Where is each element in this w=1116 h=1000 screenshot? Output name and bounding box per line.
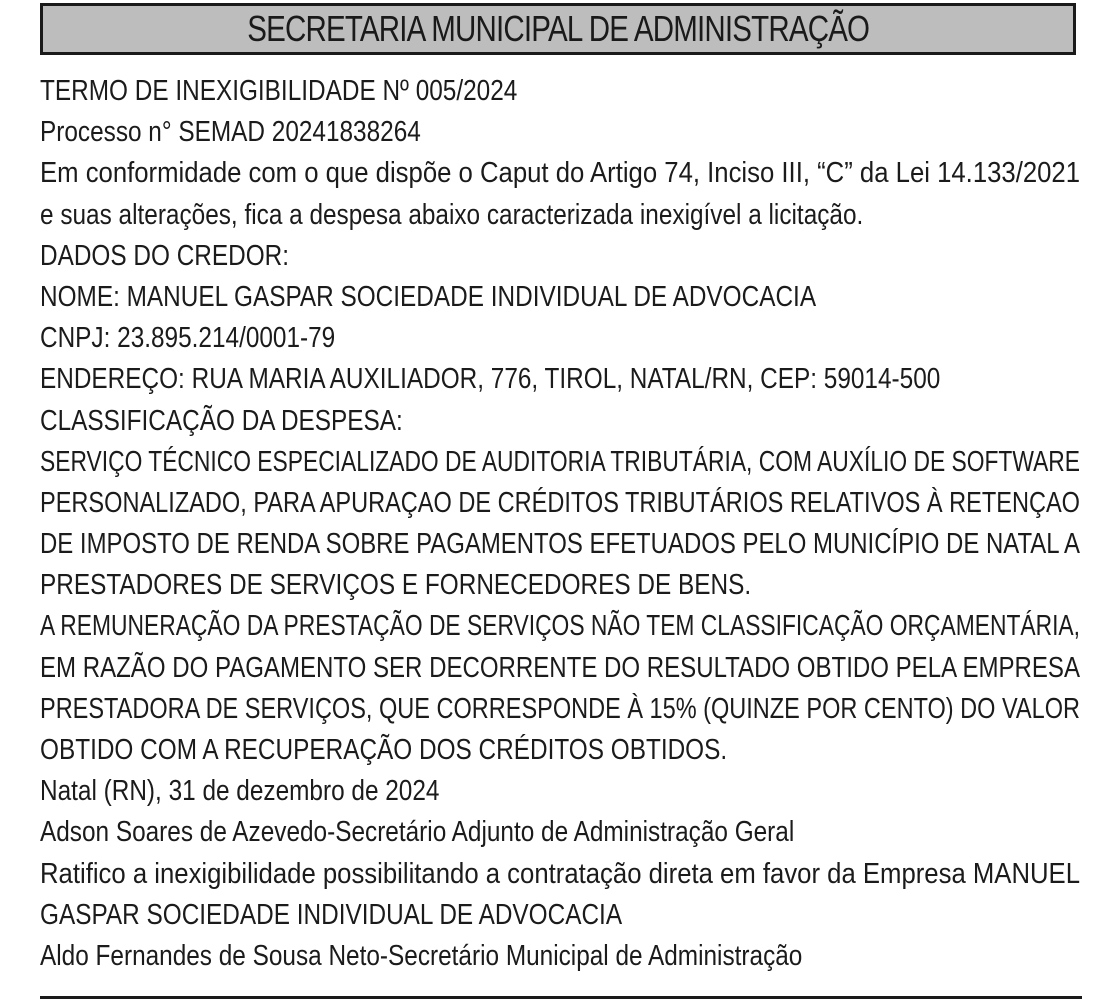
remuneration-text: A REMUNERAÇÃO DA PRESTAÇÃO DE SERVIÇOS NÃO TEM CLASSIFICAÇÃO ORÇAMENTÁRIA, (40, 610, 1080, 643)
remuneration-line-2 (40, 648, 1082, 689)
creditor-name-line (40, 277, 1082, 318)
legal-basis-text: Em conformidade com o que dispõe o Caput do Artigo 74, Inciso III, “C” da Lei 14.133/2021 (40, 157, 1080, 190)
remuneration-text: OBTIDO COM A RECUPERAÇÃO DOS CRÉDITOS OBTIDOS. (40, 734, 728, 766)
service-description-line-1 (40, 442, 1082, 483)
signatory-adjunct-line (40, 812, 1082, 853)
bottom-divider (40, 996, 1082, 999)
term-title-line (40, 71, 1082, 112)
ratification-text: GASPAR SOCIEDADE INDIVIDUAL DE ADVOCACIA (40, 898, 623, 931)
date-line (40, 771, 1082, 812)
service-description-line-3 (40, 524, 1082, 565)
document-body (40, 71, 1082, 977)
remuneration-text: EM RAZÃO DO PAGAMENTO SER DECORRENTE DO RESULTADO OBTIDO PELA EMPRESA (40, 651, 1080, 684)
service-description-text: SERVIÇO TÉCNICO ESPECIALIZADO DE AUDITORIA TRIBUTÁRIA, COM AUXÍLIO DE SOFTWARE (40, 445, 1080, 478)
section-title: SECRETARIA MUNICIPAL DE ADMINISTRAÇÃO (247, 8, 869, 49)
service-description-text: DE IMPOSTO DE RENDA SOBRE PAGAMENTOS EFETUADOS PELO MUNICÍPIO DE NATAL A (40, 528, 1080, 561)
ratification-line-2 (40, 895, 1082, 936)
creditor-address-line (40, 359, 1082, 400)
section-header (40, 3, 1076, 55)
legal-basis-line-2 (40, 195, 1082, 236)
creditor-name: NOME: MANUEL GASPAR SOCIEDADE INDIVIDUAL DE ADVOCACIA (40, 280, 817, 313)
creditor-cnpj-line (40, 318, 1082, 359)
document-date: Natal (RN), 31 de dezembro de 2024 (40, 775, 440, 808)
remuneration-text: PRESTADORA DE SERVIÇOS, QUE CORRESPONDE À 15% (QUINZE POR CENTO) DO VALOR (40, 692, 1080, 725)
process-number: Processo n° SEMAD 20241838264 (40, 116, 421, 149)
creditor-cnpj: CNPJ: 23.895.214/0001-79 (40, 322, 336, 355)
expense-heading: CLASSIFICAÇÃO DA DESPESA: (40, 404, 403, 437)
service-description-text: PRESTADORES DE SERVIÇOS E FORNECEDORES DE BENS. (40, 569, 752, 602)
signatory-adjunct: Adson Soares de Azevedo-Secretário Adjunto de Administração Geral (40, 816, 795, 849)
remuneration-line-4 (40, 730, 1082, 771)
expense-heading-line (40, 401, 1082, 442)
creditor-heading-line (40, 236, 1082, 277)
legal-basis-text: e suas alterações, fica a despesa abaixo caracterizada inexigível a licitação. (40, 198, 864, 231)
creditor-heading: DADOS DO CREDOR: (40, 239, 290, 272)
process-number-line (40, 112, 1082, 153)
signatory-secretary-line (40, 936, 1082, 977)
legal-basis-line-1 (40, 153, 1082, 194)
service-description-line-4 (40, 565, 1082, 606)
ratification-line-1 (40, 854, 1082, 895)
service-description-line-2 (40, 483, 1082, 524)
service-description-text: PERSONALIZADO, PARA APURAÇAO DE CRÉDITOS TRIBUTÁRIOS RELATIVOS À RETENÇAO (40, 486, 1080, 519)
remuneration-line-1 (40, 606, 1082, 647)
creditor-address: ENDEREÇO: RUA MARIA AUXILIADOR, 776, TIROL, NATAL/RN, CEP: 59014-500 (40, 363, 941, 396)
ratification-text: Ratifico a inexigibilidade possibilitando a contratação direta em favor da Empresa MANUEL (40, 857, 1080, 890)
signatory-secretary: Aldo Fernandes de Sousa Neto-Secretário Municipal de Administração (40, 939, 803, 972)
remuneration-line-3 (40, 689, 1082, 730)
term-title: TERMO DE INEXIGIBILIDADE Nº 005/2024 (40, 75, 518, 107)
